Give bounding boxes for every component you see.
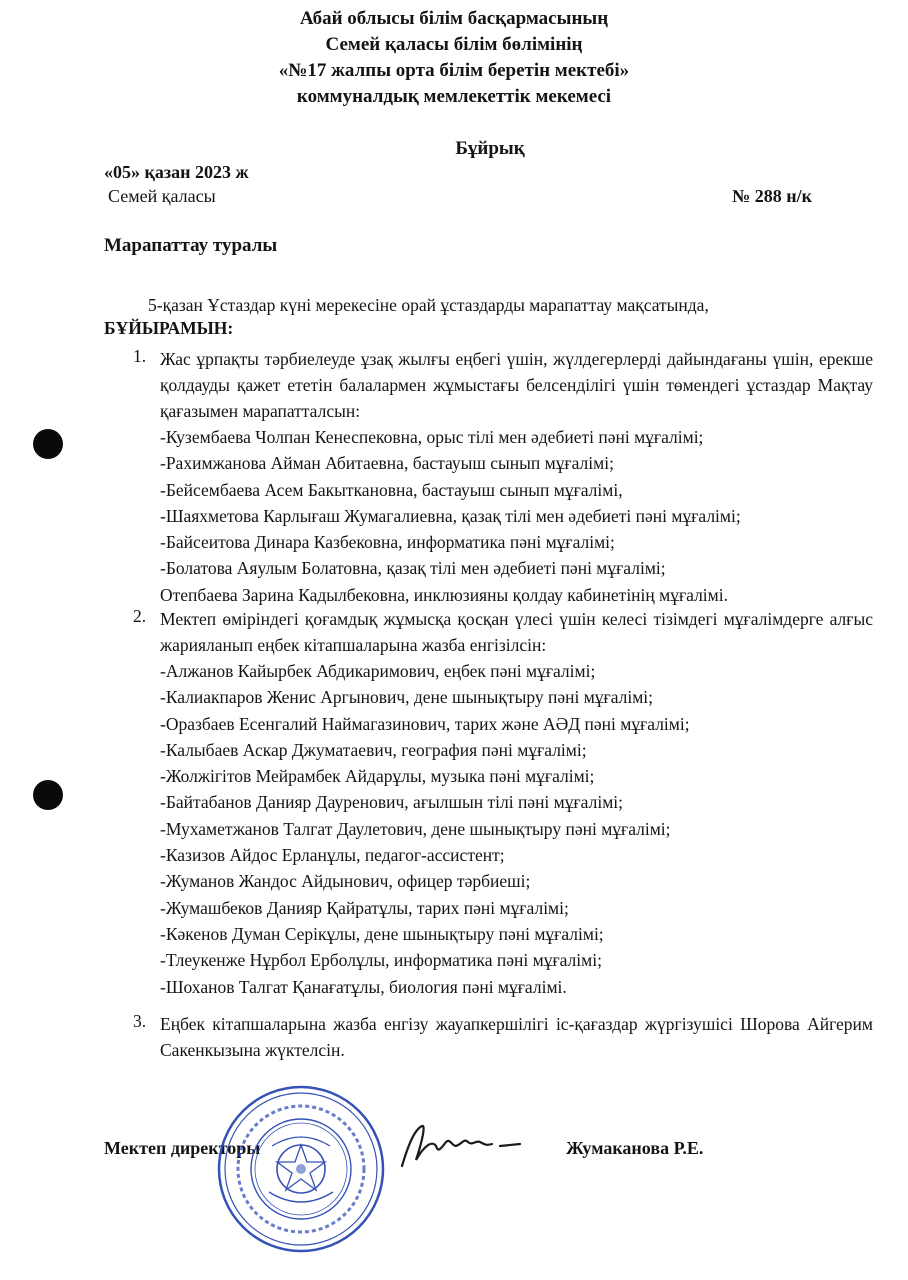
document-city: Семей қаласы: [108, 186, 216, 206]
list-item: -Жумашбеков Данияр Қайратұлы, тарих пәні мұғалімі;: [160, 897, 569, 918]
list-item: -Алжанов Кайырбек Абдикаримович, еңбек пәні мұғалімі;: [160, 661, 596, 681]
person-list: [160, 424, 873, 608]
document-number: № 288 н/к: [732, 186, 812, 206]
item-number: 1.: [133, 346, 147, 366]
header-line: коммуналдық мемлекеттік мекемесі: [296, 86, 612, 107]
list-item: -Жолжігітов Мейрамбек Айдарұлы, музыка пәні мұғалімі;: [160, 766, 595, 787]
list-item: -Кәкенов Думан Серікұлы, дене шынықтыру пәні мұғалімі;: [160, 923, 604, 944]
list-item: -Казизов Айдос Ерланұлы, педагог-ассистент;: [160, 845, 505, 866]
person-list: [160, 658, 873, 1000]
list-item: Отепбаева Зарина Кадылбековна, инклюзияны қолдау кабинетінің мұғалімі.: [160, 584, 728, 605]
header-line: Абай облысы білім басқармасының: [299, 8, 609, 29]
header-line: «№17 жалпы орта білім беретін мектебі»: [278, 60, 630, 81]
handwritten-signature: [396, 1116, 526, 1178]
document-subject: Марапаттау туралы: [104, 235, 278, 256]
header-line: Семей қаласы білім бөлімінің: [325, 34, 583, 55]
list-item: -Жуманов Жандос Айдынович, офицер тәрбиеші;: [160, 871, 531, 892]
list-item: -Тлеукенже Нұрбол Ерболұлы, информатика пәні мұғалімі;: [160, 950, 602, 971]
document-date: «05» қазан 2023 ж: [104, 162, 249, 182]
list-item: -Калыбаев Аскар Джуматаевич, география пәні мұғалімі;: [160, 739, 587, 760]
order-keyword: БҰЙЫРАМЫН:: [104, 318, 234, 338]
item-text: Еңбек кітапшаларына жазба енгізу жауапкершілігі іс-қағаздар жүргізушісі Шорова Айгерим Сакенкызына жүктелсін.: [160, 1014, 873, 1060]
punch-hole: [33, 780, 63, 810]
list-item: -Болатова Аяулым Болатовна, қазақ тілі мен әдебиеті пәні мұғалімі;: [160, 558, 666, 579]
item-number: 3.: [133, 1011, 147, 1031]
signatory-title: Мектеп директоры: [104, 1138, 261, 1158]
item-text: Жас ұрпақты тәрбиелеуде ұзақ жылғы еңбегі үшін, жүлдегерлерді дайындағаны үшін, ерекше қолдауды қажет ететін балалармен жұмыстағы белсенділігі үшін төмендегі ұстаздар Мақтау қағазымен марапатталсын:: [160, 349, 873, 421]
list-item: -Байсеитова Динара Казбековна, информатика пәні мұғалімі;: [160, 532, 615, 553]
list-item: -Байтабанов Данияр Дауренович, ағылшын тілі пәні мұғалімі;: [160, 792, 623, 813]
document-title: Бұйрық: [455, 138, 525, 159]
list-item: -Бейсембаева Асем Бакыткановна, бастауыш сынып мұғалімі,: [160, 479, 623, 500]
punch-hole: [33, 429, 63, 459]
official-stamp-seal: [214, 1082, 388, 1256]
item-text: Мектеп өміріндегі қоғамдық жұмысқа қосқан үлесі үшін келесі тізімдегі мұғалімдерге алғыс жарияланып еңбек кітапшаларына жазба енгізілсін:: [160, 609, 873, 655]
signatory-name: Жумаканова Р.Е.: [566, 1138, 704, 1158]
list-item: -Шоханов Талгат Қанағатұлы, биология пәні мұғалімі.: [160, 976, 567, 997]
list-item: -Рахимжанова Айман Абитаевна, бастауыш сынып мұғалімі;: [160, 453, 614, 474]
list-item: -Оразбаев Есенгалий Наймагазинович, тарих және АӘД пәні мұғалімі;: [160, 713, 690, 734]
list-item: -Калиакпаров Женис Аргынович, дене шынықтыру пәні мұғалімі;: [160, 687, 654, 708]
list-item: -Кузембаева Чолпан Кенеспековна, орыс тілі мен әдебиеті пәні мұғалімі;: [160, 427, 704, 447]
intro-paragraph: 5-қазан Ұстаздар күні мерекесіне орай ұстаздарды марапаттау мақсатында,: [148, 295, 709, 315]
item-number: 2.: [133, 606, 147, 626]
list-item: -Мухаметжанов Талгат Даулетович, дене шынықтыру пәні мұғалімі;: [160, 818, 671, 839]
list-item: -Шаяхметова Карлығаш Жумагалиевна, қазақ тілі мен әдебиеті пәні мұғалімі;: [160, 505, 741, 526]
